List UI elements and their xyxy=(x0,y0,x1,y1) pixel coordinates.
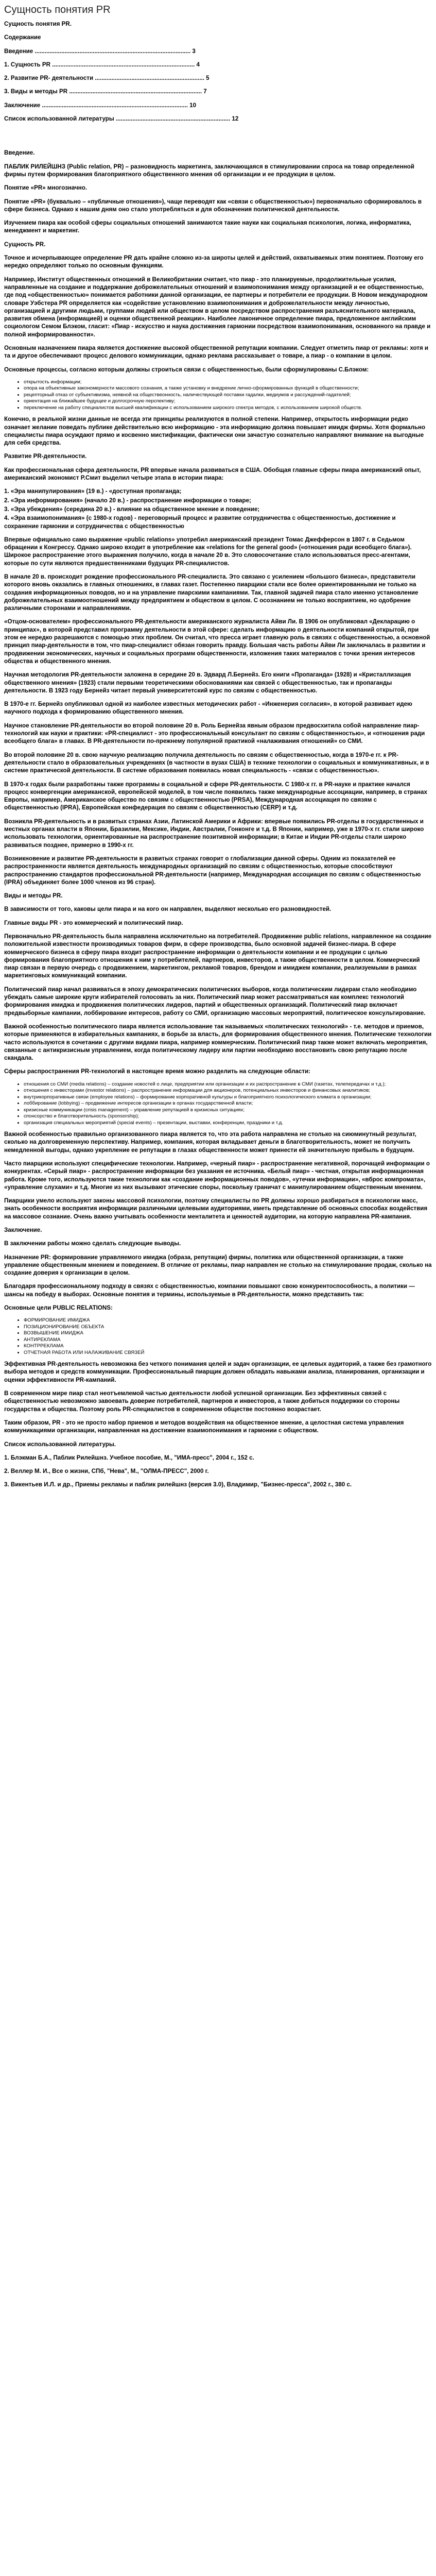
paragraph: Благодаря профессиональному подходу в связях с общественностью, компании повышают свою конкурентоспособность, а политики — шансы на победу в выборах. Основные понятия и термины, используемые в PR-деятельности, можно представить так: xyxy=(4,1283,415,1298)
toc-row: Список использованной литературы ..................................................................... 12 xyxy=(4,115,239,123)
reference-item: 2. Веллер М. И., Все о жизни, СПб, "Нева", М., "ОЛМА-ПРЕСС", 2000 г. xyxy=(4,1468,209,1475)
paragraph: В современном мире пиар стал неотъемлемой частью деятельности любой успешной организации. Без эффективных связей с общественностью невозможно завоевать доверие потребителей, партнеров и инвесторов, а также добиться поддержки со стороны государства и общества. Поэтому роль PR-специалистов в современном обществе постоянно возрастает. xyxy=(4,1390,400,1413)
list-item: • опора на объективные закономерности массового сознания, а также установку и внедрение лично-сформированных функций в общественности; xyxy=(24,385,432,392)
list-item: • организация специальных мероприятий (special events) – презентации, выставки, конференции, праздники и т.д. xyxy=(24,1120,432,1126)
list-item: • отношения с инвесторами (investor relations) – распространение информации для акционеров, потенциальных инвесторов и финансовых аналитиков; xyxy=(24,1088,432,1094)
list-item: • ВОЗВЫШЕНИЕ ИМИДЖА xyxy=(24,1330,432,1336)
paragraph: В 1970-х годах были разработаны также программы в социальной и сфере PR-деятельности. С 1980-х гг. в PR-науке и практике начался процесс конвергенции американской, европейской моделей, в том числе появились также международные ассоциации, например, в странах Европы, например, Американское общество по связям с общественностью (PRSA), Международная ассоциация по связям с общественностью (IPRA), Европейская конфедерация по связям с общественностью (CERP) и т.д. xyxy=(4,781,427,811)
list-item: 1. «Эра манипулирования» (19 в.) - «доступная пропаганда; xyxy=(4,488,182,495)
section-heading-2: Развитие PR-деятельности. xyxy=(4,453,87,460)
reference-item: 3. Викентьев И.Л. и др., Приемы рекламы и паблик рилейшнз (версия 3.0), Владимир, "Бизнес-пресса", 2002 г., 380 с. xyxy=(4,1481,352,1488)
paragraph: Изучением пиара как особой сферы социальных отношений занимаются такие науки как социальная психология, логика, информатика, менеджмент и маркетинг. xyxy=(4,219,411,234)
paragraph: В 1970-е гг. Бернейз опубликовал одной из наиболее известных методических работ - «Инженерия согласия», в которой развивает идею научного подхода к формированию общественного мнения. xyxy=(4,701,412,716)
list-item: • открытость информации; xyxy=(24,379,432,385)
list-item: • АНТИРЕКЛАМА xyxy=(24,1337,432,1343)
list-item: • кризисные коммуникации (crisis management) – управление репутацией в кризисных ситуациях; xyxy=(24,1107,432,1113)
paragraph: Возникновение и развитие PR-деятельности в развитых странах говорит о глобализации данной сферы. Одним из показателей ее распространенности является деятельность международных организаций по связям с общественностью, которые способствуют распространению стандартов профессиональной PR-деятельности (например, Международная ассоциация по связям с общественностью (IPRA) объединяет более 1000 членов из 96 стран). xyxy=(4,855,421,886)
paragraph: Научное становление PR-деятельности во второй половине 20 в. Роль Бернейза явным образом предвосхитила собой направление пиар-технологий как науки и практики: «PR-специалист - это профессиональный консультант по связям с общественностью», и «отношения ради всеобщего блага» в главах. В PR-деятельности по-прежнему популярной практикой «налаживания отношений» со СМИ. xyxy=(4,722,425,745)
section-heading-1: Сущность PR. xyxy=(4,241,46,248)
list-item: 4. «Эра взаимопонимания» (с 1980-х годов) - переговорный процесс и развитие сотрудничества с общественностью, достижение и сохранение гармонии и сотрудничества с общественностью xyxy=(4,515,396,530)
toc-row: 3. Виды и методы PR ................................................................................ 7 xyxy=(4,88,207,95)
paragraph: Основные цели PUBLIC RELATIONS: xyxy=(4,1304,113,1312)
section-heading-3: Виды и методы PR. xyxy=(4,892,63,900)
list-item: • ОТЧЕТНАЯ РАБОТА ИЛИ НАЛАЖИВАНИЕ СВЯЗЕЙ xyxy=(24,1350,432,1356)
toc-row: 1. Сущность PR ...................................................................................... 4 xyxy=(4,61,200,68)
toc-row: 2. Развитие PR- деятельности .................................................................. 5 xyxy=(4,75,210,82)
list-item: 2. «Эра информирования» (начало 20 в.) - распространение информации о товаре; xyxy=(4,497,251,504)
page-title: Сущность понятия PR xyxy=(4,4,111,15)
section-heading-intro: Введение. xyxy=(4,149,35,157)
list-item: • рецепторный отказ от субъективизма, неявной на обществеонность, наличествующей поставки гадалки, медиумов и рассуждений-гадателей; xyxy=(24,392,432,398)
toc-row: Введение .............................................................................................. 3 xyxy=(4,47,196,55)
bullet-list xyxy=(4,1317,432,1356)
paragraph: Как профессиональная сфера деятельности, PR впервые начала развиваться в США. Обобщая главные сферы пиара американский опыт, американский экономист Р.Смит выделил четыре этапа в истории пиара: xyxy=(4,466,421,482)
list-item: • ориентация на ближайшее будущее и долгосрочную перспективу; xyxy=(24,398,432,404)
paragraph: Конечно, в реальной жизни данные не всегда эти принципы реализуются в полной степени. Например, открытость информации редко означает желание поведать публике действительно всю информацию - эта информацию должна повышает имидж фирмы. Хотя формально специалисты пиара осуждают прямо и косвенно мистификации, фактически они зачастую сознательно направляют внимание на выгодные для себя средства. xyxy=(4,416,426,447)
paragraph: Основные процессы, согласно которым должны строиться связи с общественностью, были сформулированы С.Блэком: xyxy=(4,366,369,373)
paragraph: Например, Институт общественных отношений в Великобритании считает, что пиар - это планируемые, продолжительные усилия, направленные на создание и поддержание доброжелательных отношений и взаимопонимания между организацией и ее общественностью, где под «общественностью» понимается работники данной организации, ее партнеры и потребители ее продукции. В Новом международном словаре Уэбстера PR определяется как «содействие установлению взаимопонимания и доброжелательности между личностью, организацией и другими людьми, группами людей или обществом в целом посредством распространения разъяснительного материала, развития обмена (информацией) и оценки общественной реакции». Наиболее лаконичное определение пиара, предложенное английским социологом Семом Блэком, гласит: «Пиар - искусство и наука достижения гармонии посредством взаимопонимания, основанного на правде и полной информированности». xyxy=(4,276,431,338)
paragraph: Политический пиар начал развиваться в эпоху демократических политических выборов, когда политическим лидерам стало необходимо убеждать самые широкие круги избирателей голосовать за них. Политический пиар может рассматриваться как комплекс технологий формирования имиджа и продвижения политических лидеров, партий и общественных организаций. Политический пиар включает предвыборные кампании, лоббирование интересов, работу со СМИ, организацию массовых мероприятий, политическое консультирование. xyxy=(4,986,426,1016)
paragraph: Во второй половине 20 в. свою научную реализацию получила деятельность по связям с общественностью, когда в 1970-е гг. к PR-деятельности стало в образовательных учреждениях (в частности в вузах США) в технике технологии о социальных и коммуникативных, и в системе практической деятельности. В системе образования появилась новая специальность - «связи с общественностью». xyxy=(4,751,429,774)
paragraph: Основным назначением пиара является достижение высокой общественной репутации компании. Следует отметить пиар от рекламы: хотя и та и другое обеспечивают процесс делового коммуникации, однако реклама рассказывает о товаре, а пиар - о компании в целом. xyxy=(4,345,429,360)
paragraph: Понятие «PR» (буквально – «публичные отношения»), чаще переводят как «связи с общественностью») первоначально сформировалось в сфере бизнеса. Однако к нашим дням оно стало употребляться и для обозначения политической деятельности. xyxy=(4,198,422,213)
list-item: • внутрикорпоративные связи (employee relations) – формирование корпоративной культуры и благоприятного психологического климата в организации; xyxy=(24,1094,432,1100)
era-list xyxy=(4,487,432,530)
paragraph: Первоначально PR-деятельность была направлена исключительно на потребителей. Продвижение public relations, направленное на создание положительной известности производимых товаров фирм, в сфере производства, было основной задачей бизнес-пиара. В сфере коммерческого бизнеса в сферу пиара входит распространение информации о деятельности компании и ее продукции с целью формирования благоприятного отношения к ним у потребителей, партнеров, инвесторов, а также общественности в целом. Коммерческий пиар связан в первую очередь с продвижением, маркетингом, рекламой товаров, брендом и имиджем компании, реализуемыми в рамках маркетинговых коммуникаций компании. xyxy=(4,933,432,979)
reference-item: 1. Блэкман Б.А., Паблик Рилейшнз. Учебное пособие, М., "ИМА-пресс", 2004 г., 152 с. xyxy=(4,1454,254,1461)
paragraph: Пиарщики умело используют законы массовой психологии, поэтому специалисты по PR должны хорошо разбираться в психологии масс, знать особенности восприятия информации различными целевыми аудиториями, иметь представление об основных способах воздействия на массовое сознание. Очень важно учитывать особенности менталитета и ценностей аудитории, на которую направлена PR-кампания. xyxy=(4,1197,428,1220)
list-item: • КОНТРРЕКЛАМА xyxy=(24,1343,432,1349)
list-item: 3. «Эра убеждения» (середина 20 в.) - влияние на общественное мнение и поведение; xyxy=(4,505,260,513)
list-item: • отношения со СМИ (media relations) – создание новостей о лице, предприятии или организации и их распространение в СМИ (газетах, телепередачах и т.д.); xyxy=(24,1081,432,1088)
paragraph: Точное и исчерпывающее определение PR дать крайне сложно из-за широты целей и действий, охватываемых этим понятием. Поэтому его нередко определяют только по основным функциям. xyxy=(4,255,424,269)
paragraph: Понятие «PR» многозначно. xyxy=(4,184,88,192)
paragraph: «Отцом-основателем» профессионального PR-деятельности американского журналиста Айви Ли. В 1906 он опубликовал «Декларацию о принципах», в которой представил программу деятельности в этой сфере: сделать информацию о деятельности компаний открытой, при этом ее нередко разрешаются с помощью этих проблем. Он считал, что пресса играет главную роль в связях с общественностью, а основной принцип пиар-деятельности в том, что пиар-специалист обязан говорить правду. Большая часть работы Айви Ли заключалась в развитии и продвижении экономических, научных и социальных программ общественности, изложения таких материалов с точки зрения интересов общества и общественного мнения. xyxy=(4,618,430,665)
paragraph: В зависимости от того, каковы цели пиара и на кого он направлен, выделяют несколько его разновидностей. xyxy=(4,906,332,913)
list-item: • ФОРМИРОВАНИЕ ИМИДЖА xyxy=(24,1317,432,1324)
paragraph: ПАБЛИК РИЛЕЙШНЗ (Public relation, PR) – разновидность маркетинга, заключающаяся в стимулировании спроса на товар определенной фирмы путем формирования благоприятного общественного мнения об организации и ее продукции в целом. xyxy=(4,163,414,178)
toc-label: Содержание xyxy=(4,34,41,41)
paragraph: Главные виды PR - это коммерческий и политический пиар. xyxy=(4,919,183,926)
paragraph: Важной особенностью политического пиара является использование так называемых «политических технологий» - т.е. методов и приемов, которые применяются в избирательных кампаниях, в борьбе за власть, для формирования общественного мнения. Политические технологии часто используются в сочетании с другими видами пиара, например коммерческим. Политический пиар также может включать мероприятия, связанные с антикризисным управлением, когда политическому лидеру или партии необходимо восстановить свою репутацию после скандала. xyxy=(4,1023,432,1062)
section-heading-references: Список использованной литературы. xyxy=(4,1440,116,1448)
table-of-contents xyxy=(4,47,432,123)
bullet-list xyxy=(4,1081,432,1126)
paragraph: В начале 20 в. происходит рождение профессионального PR-специалиста. Это связано с усилением «большого бизнеса», представители которого вновь оказались в главных отношениях, в главах газет. Постепенно пиарщики стали все более ориентированными не только на создания информационных поводов, но и на управление пиарскими кампаниями. Так, главной задачей пиара стало именно установление доброжелательных взаимоотношений между предприятием и обществом в целом. С осознанием не только восприятием, но одобрение различными сторонами и направлениями. xyxy=(4,573,418,612)
document-body xyxy=(4,20,432,1489)
list-item: • лоббирование (lobbying) – продвижение интересов организации в органах государственной власти; xyxy=(24,1100,432,1107)
paragraph: Впервые официально само выражение «public relations» употребил американский президент Томас Джефферсон в 1807 г. в Седьмом обращении к Конгрессу. Однако широко входит в употребление как «relations for the general good» («отношения ради всеобщего блага»). Широкое распространение этого выражения получило, когда в начале 20 в. Это словосочетание стало использоваться пресс-агентами, которые по сути являются предшественниками будущих PR-специалистов. xyxy=(4,536,412,567)
list-item: • переключение на работу специалистов высшей квалификации с использованием широкого спектра методов, с использованием широкой обществ. xyxy=(24,405,432,411)
paragraph: Сферы распространения PR-технологий в настоящее время можно разделить на следующие области: xyxy=(4,1068,311,1075)
document-heading: Сущность понятия PR. xyxy=(4,21,72,27)
paragraph: Эффективная PR-деятельность невозможна без четкого понимания целей и задач организации, ее целевых аудиторий, а также без грамотного выбора методов и средств коммуникации. Профессиональный пиарщик должен обладать навыками анализа, планирования, организации и оценки эффективности PR-кампаний. xyxy=(4,1361,432,1383)
paragraph: Таким образом, PR - это не просто набор приемов и методов воздействия на общественное мнение, а целостная система управления коммуникациями организации, направленная на достижение взаимопонимания и гармонии с обществом. xyxy=(4,1419,404,1434)
list-item: • спонсорство и благотворительность (sponsorship); xyxy=(24,1113,432,1120)
paragraph: Важной особенностью правильно организованного пиара является то, что эта работа направлена не столько на сиюминутный результат, сколько на долговременную перспективу. Например, компания, которая вкладывает деньги в благотворительность, может не получить немедленной выгоды, однако укрепление ее репутации в глазах общественности может принести ей значительную прибыль в будущем. xyxy=(4,1131,416,1154)
paragraph: Научная методология PR-деятельности заложена в середине 20 в. Эдвард Л.Бернейз. Его книги «Пропаганда» (1928) и «Кристаллизация общественного мнения» (1923) стали первыми теоретическими обоснованиями как связей с общественностью, так и пропаганды деятельности. В 1923 году Бернейз читает первый университетский курс по связям с общественностью. xyxy=(4,671,411,694)
bullet-list xyxy=(4,379,432,411)
paragraph: В заключении работы можно сделать следующие выводы. xyxy=(4,1240,181,1247)
paragraph: Часто пиарщики используют специфические технологии. Например, «черный пиар» - распространение негативной, порочащей информации о конкурентах. «Серый пиар» - распространение информации без указания ее источника. «Белый пиар» - честная, открытая информационная работа. Кроме того, используются такие технологии как «создание информационных поводов», «утечки информации», «вброс компромата», «управление слухами» и т.д. Многие из них вызывают этические споры, поскольку граничат с манипулированием общественным мнением. xyxy=(4,1160,430,1191)
paragraph: Возникла PR-деятельность и в развитых странах Азии, Латинской Америки и Африки: впервые появились PR-отделы в государственных и местных органах власти в Японии, Бразилии, Мексике, Индии, Австралии, Гонконге и т.д. В Японии, например, уже в 1970-х гг. стали широко использовать технологии, ориентированные на распространение позитивной информации; в Китае и Индии PR-отделы стали широко развиваться позднее, примерно в 1990-х гг. xyxy=(4,818,424,849)
list-item: • ПОЗИЦИОНИРОВАНИЕ ОБЪЕКТА xyxy=(24,1324,432,1330)
toc-row: Заключение ........................................................................................ 10 xyxy=(4,101,197,109)
section-heading-conclusion: Заключение. xyxy=(4,1226,42,1233)
paragraph: Назначение PR: формирование управляемого имиджа (образа, репутации) фирмы, политика или общественной организации, а также управление общественным мнением и поведением. В отличие от рекламы, пиар направлен не столько на стимулирование продаж, сколько на создание доверия к организации в целом. xyxy=(4,1253,432,1277)
